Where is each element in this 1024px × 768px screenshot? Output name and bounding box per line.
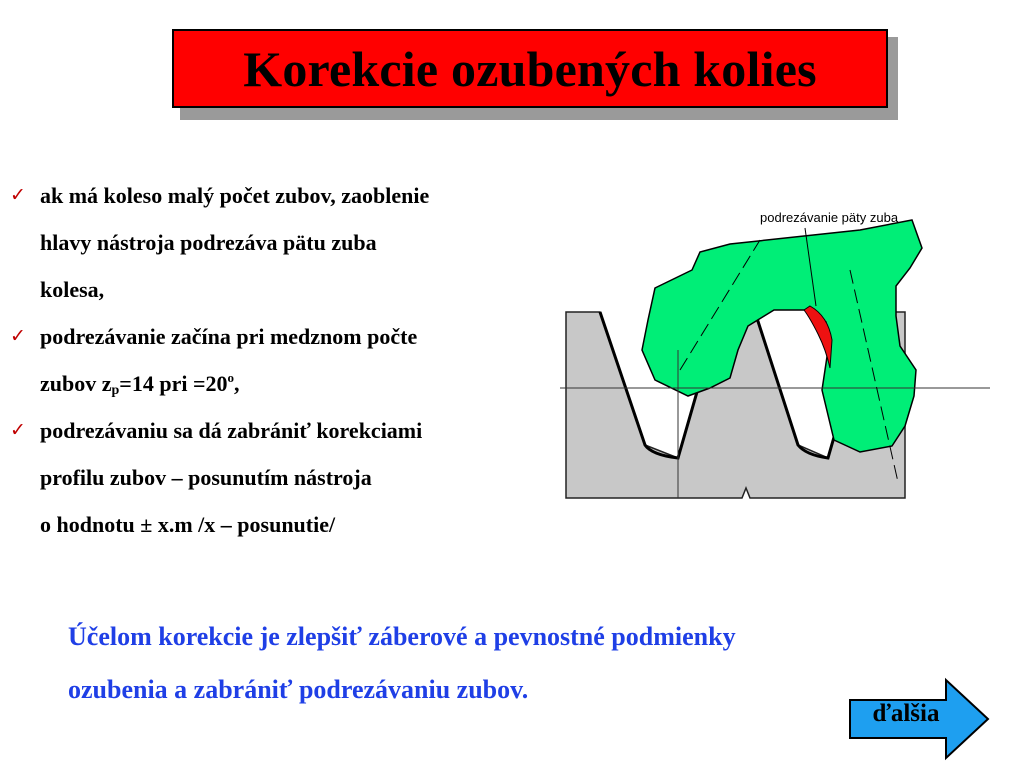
bullet-line: ak má koleso malý počet zubov, zaoblenie [40,183,430,208]
conclusion-line: Účelom korekcie je zlepšiť záberové a pevnostné podmienky [68,622,736,651]
formula-text: =14 pri =20 [119,371,228,396]
conclusion-text [68,610,968,716]
checkmark-icon: ✓ [10,419,26,441]
bullet-item [8,172,553,313]
gear-undercut-diagram [560,200,1000,520]
bullet-line: o hodnotu ± x.m /x – posunutie/ [40,512,336,537]
formula-text: zubov z [40,371,112,396]
bullet-line: podrezávanie začína pri medznom počte [40,324,418,349]
next-slide-label: ďalšia [872,700,940,727]
bullet-line: kolesa, [40,277,105,302]
bullet-item [8,313,553,407]
checkmark-icon: ✓ [10,184,26,206]
bullet-line: podrezávaniu sa dá zabrániť korekciami [40,418,423,443]
title-box [172,29,888,108]
bullet-line: profilu zubov – posunutím nástroja [40,465,372,490]
conclusion-line: ozubenia a zabrániť podrezávaniu zubov. [68,675,529,704]
formula-superscript: o [227,370,234,385]
diagram-label: podrezávanie päty zuba [760,210,899,225]
formula-subscript: p [111,383,120,398]
checkmark-icon: ✓ [10,325,26,347]
page-title: Korekcie ozubených kolies [243,40,817,97]
bullet-line: hlavy nástroja podrezáva pätu zuba [40,230,377,255]
bullet-line-formula [8,360,553,407]
bullet-list [8,172,553,548]
formula-text: , [233,371,240,396]
bullet-item [8,407,553,548]
next-slide-button[interactable] [846,676,994,762]
